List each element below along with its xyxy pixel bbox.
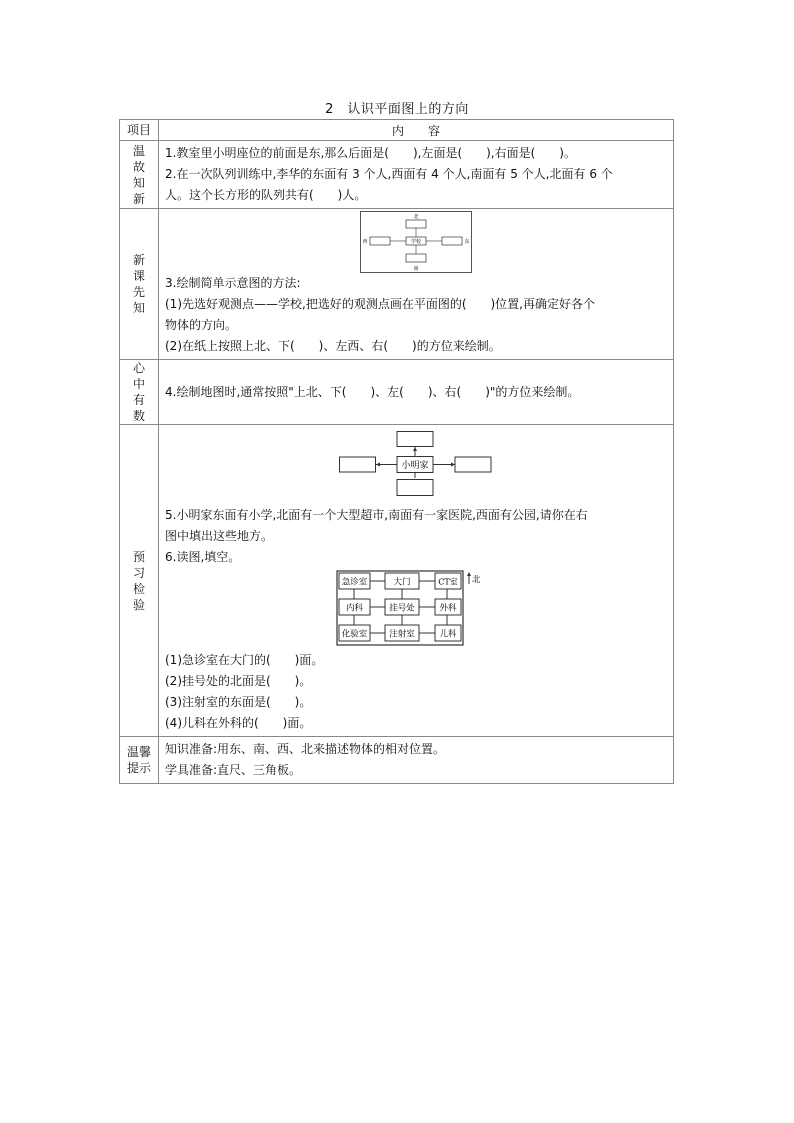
new-row — [120, 209, 674, 360]
label-char: 温 — [132, 143, 145, 158]
header-item: 项目 — [120, 120, 159, 141]
room-surgery: 外科 — [439, 603, 457, 614]
label-char: 先 — [132, 285, 145, 299]
room-gate: 大门 — [393, 577, 411, 588]
question-2-line2: 人。这个长方形的队列共有( )人。 — [165, 188, 367, 202]
question-1: 1.教室里小明座位的前面是东,那么后面是( ),左面是( ),右面是( )。 — [165, 146, 576, 160]
label-char: 数 — [132, 409, 145, 423]
label-char: 心 — [132, 361, 145, 375]
tips-label — [120, 737, 159, 784]
hospital-map — [336, 570, 496, 648]
north-arrow-head-icon — [467, 572, 471, 576]
question-5-line1: 5.小明家东面有小学,北面有一个大型超市,南面有一家医院,西面有公园,请你在右 — [165, 508, 588, 522]
label-char: 习 — [132, 565, 145, 580]
method-1-line2: 物体的方向。 — [165, 318, 238, 332]
mind-row — [120, 360, 674, 425]
method-title: 3.绘制简单示意图的方法: — [165, 276, 301, 290]
label-char: 新 — [132, 253, 145, 267]
tips-content — [159, 737, 674, 784]
room-internal: 内科 — [345, 603, 364, 614]
label-char: 知 — [132, 175, 145, 190]
method-2: (2)在纸上按照上北、下( )、左西、右( )的方位来绘制。 — [165, 339, 501, 353]
review-label — [120, 141, 159, 209]
tip-tools: 学具准备:直尺、三角板。 — [165, 763, 302, 777]
question-6: 6.读图,填空。 — [165, 550, 241, 564]
arrow-up-head — [413, 447, 417, 451]
east-label: 东 — [464, 239, 470, 245]
mind-content — [159, 360, 674, 425]
preview-label — [120, 425, 159, 737]
home-direction-diagram — [339, 431, 493, 479]
label-text: 温馨 — [126, 745, 151, 759]
review-content — [159, 141, 674, 209]
review-row — [120, 141, 674, 209]
label-char: 预 — [132, 549, 145, 564]
tip-knowledge: 知识准备:用东、南、西、北来描述物体的相对位置。 — [165, 742, 446, 756]
room-pediatrics: 儿科 — [439, 629, 457, 640]
page-title: 2 认识平面图上的方向 — [325, 102, 469, 117]
room-lab: 化验室 — [341, 629, 368, 640]
room-ct: CT室 — [438, 577, 458, 587]
east-blank-box — [455, 457, 491, 472]
method-1-line1: (1)先选好观测点——学校,把选好的观测点画在平面图的( )位置,再确定好各个 — [165, 297, 595, 311]
label-char: 新 — [132, 191, 145, 206]
label-char: 故 — [132, 159, 145, 174]
room-injection: 注射室 — [389, 629, 415, 640]
home-label: 小明家 — [401, 461, 429, 471]
label-char: 检 — [132, 581, 145, 596]
center-label: 学校 — [410, 239, 422, 245]
question-6-3: (3)注射室的东面是( )。 — [165, 695, 312, 709]
question-6-1: (1)急诊室在大门的( )面。 — [165, 653, 324, 667]
question-2-line1: 2.在一次队列训练中,李华的东面有 3 个人,西面有 4 个人,南面有 5 个人,北面有 6 个 — [165, 167, 613, 181]
west-label: 西 — [362, 239, 368, 245]
question-5-line2: 图中填出这些地方。 — [165, 529, 274, 543]
label-text: 提示 — [126, 761, 151, 775]
new-content — [159, 209, 674, 360]
header-row — [120, 120, 674, 141]
north-marker: 北 — [472, 575, 481, 585]
question-6-2: (2)挂号处的北面是( )。 — [165, 674, 312, 688]
north-blank-box — [397, 432, 433, 447]
label-char: 有 — [132, 393, 145, 407]
mind-label — [120, 360, 159, 425]
room-emergency: 急诊室 — [341, 577, 368, 588]
south-blank-area — [339, 479, 493, 499]
school-direction-diagram — [360, 211, 472, 273]
header-content: 内 容 — [159, 120, 674, 141]
arrow-right-head — [451, 463, 455, 467]
west-blank-box — [340, 457, 376, 472]
tips-row — [120, 737, 674, 784]
label-char: 知 — [132, 301, 145, 315]
question-4: 4.绘制地图时,通常按照"上北、下( )、左( )、右( )"的方位来绘制。 — [165, 384, 580, 399]
study-table — [119, 119, 674, 784]
arrow-left-head — [376, 463, 380, 467]
label-char: 中 — [132, 377, 145, 391]
label-char: 验 — [132, 597, 145, 612]
preview-row — [120, 425, 674, 737]
room-registration: 挂号处 — [389, 603, 415, 614]
preview-content — [159, 425, 674, 737]
new-label — [120, 209, 159, 360]
south-label: 南 — [413, 266, 419, 272]
label-char: 课 — [132, 269, 145, 283]
north-label: 北 — [413, 214, 419, 220]
question-6-4: (4)儿科在外科的( )面。 — [165, 716, 312, 730]
south-blank-box — [397, 480, 433, 496]
